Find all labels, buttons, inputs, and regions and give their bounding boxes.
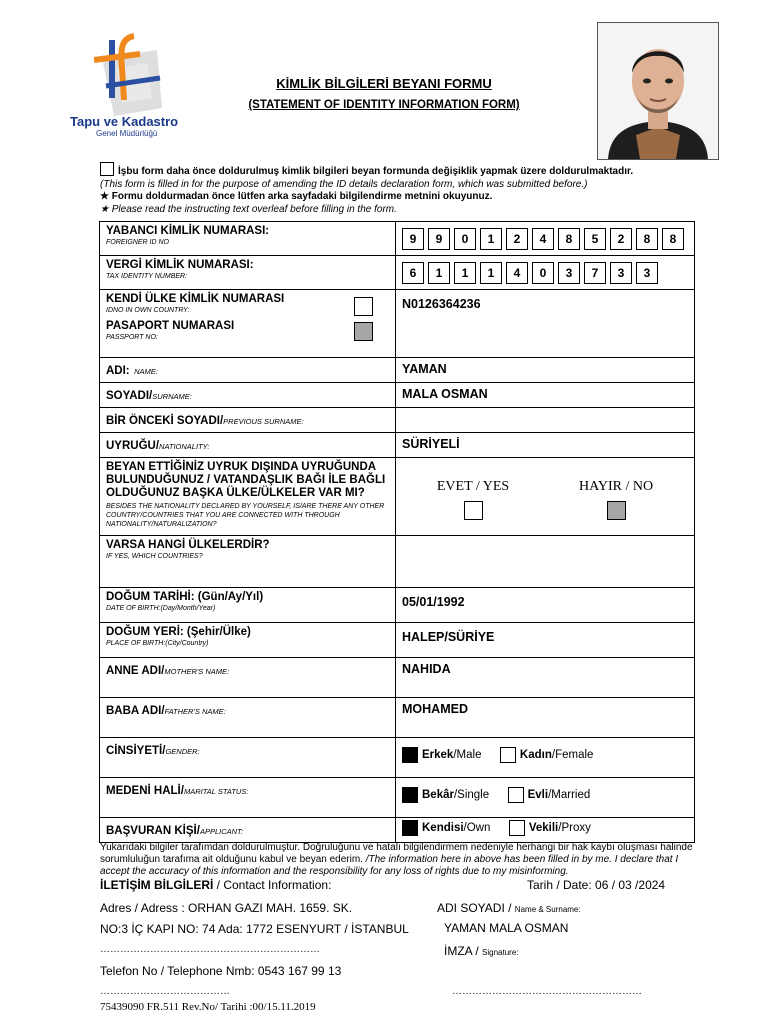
previous-surname-sublabel: PREVIOUS SURNAME:: [223, 417, 304, 426]
name-surname-value[interactable]: YAMAN MALA OSMAN: [444, 921, 569, 935]
intro-line-1: İşbu form daha önce doldurulmuş kimlik bilgileri beyan formunda değişiklik yapmak üzere doldurulmaktadır.: [118, 166, 634, 177]
signature-line[interactable]: …………………………………………………: [452, 986, 642, 997]
other-nationality-sublabel: BESIDES THE NATIONALITY DECLARED BY YOURSELF, IS/ARE THERE ANY OTHER COUNTRY/COUNTRIES THAT YOU ARE CONNECTED WITH THROUGH NATIONALITY/NATURALIZATION?: [106, 503, 385, 528]
digit-box: 3: [558, 262, 580, 284]
row-name: [100, 358, 695, 383]
passport-checkbox[interactable]: [354, 322, 373, 341]
nationality-sublabel: NATIONALITY:: [159, 442, 210, 451]
address-dots: …………………………………………………………: [100, 944, 320, 955]
other-nationality-label: BEYAN ETTİĞİNİZ UYRUK DIŞINDA UYRUĞUNDA BULUNDUĞUNUZ / VATANDAŞLIK BAĞI İLE BAĞLI OLDUĞUNUZ BAŞKA ÜLKE/ÜLKELER VAR MI?: [106, 461, 386, 499]
option-label: Kadın: [519, 749, 552, 761]
digit-box: 9: [402, 228, 424, 250]
checkbox-unchecked: [500, 747, 516, 763]
checkbox-checked: [402, 787, 418, 803]
tax-id-digits[interactable]: [402, 262, 688, 284]
no-checkbox[interactable]: [607, 501, 626, 520]
signature-label-text: İMZA /: [444, 944, 483, 958]
foreigner-id-sublabel: FOREIGNER ID NO: [106, 239, 170, 246]
option-label: Bekâr: [422, 789, 454, 801]
digit-box: 4: [532, 228, 554, 250]
option-label-en: /Proxy: [558, 821, 591, 834]
form-footer-code: 75439090 FR.511 Rev.No/ Tarihi :00/15.11.2019: [100, 1001, 316, 1013]
yes-option-label: EVET / YES: [436, 479, 510, 494]
declaration-en: /The information here in above has been filled in by me. I declare that I accept the accuracy of this information and the responsibility for any loss of rights due to my misinforming.: [100, 854, 679, 877]
tax-id-label: VERGİ KİMLİK NUMARASI:: [106, 259, 254, 271]
identity-form-table: [99, 221, 695, 843]
digit-box: 2: [506, 228, 528, 250]
applicant-label: BAŞVURAN KİŞİ/: [106, 825, 200, 837]
row-previous-surname: [100, 408, 695, 433]
digit-box: 1: [428, 262, 450, 284]
digit-box: 1: [454, 262, 476, 284]
date-field[interactable]: Tarih / Date: 06 / 03 /2024: [527, 878, 666, 892]
logo-name: Tapu ve Kadastro: [70, 114, 179, 129]
surname-label: SOYADI/: [106, 390, 153, 402]
amendment-checkbox[interactable]: [100, 162, 114, 176]
address-line-1[interactable]: Adres / Adress : ORHAN GAZI MAH. 1659. SK.: [100, 901, 353, 915]
nationality-value[interactable]: SÜRİYELİ: [402, 437, 460, 451]
digit-box: 4: [506, 262, 528, 284]
option-label-en: /Own: [463, 821, 491, 834]
dob-sublabel: DATE OF BIRTH:(Day/Month/Year): [106, 605, 216, 612]
gender-female-option[interactable]: [500, 747, 594, 763]
passport-label: PASAPORT NUMARASI: [106, 320, 235, 332]
row-gender: [100, 738, 695, 778]
signature-label: [444, 944, 518, 958]
marital-sublabel: MARITAL STATUS:: [183, 787, 249, 796]
row-dob: [100, 588, 695, 623]
gender-sublabel: GENDER:: [165, 747, 200, 756]
row-tax-id: [100, 256, 695, 290]
option-label: Vekili: [528, 821, 559, 834]
id-own-country-label: KENDİ ÜLKE KİMLİK NUMARASI: [106, 293, 285, 305]
intro-section: [100, 162, 633, 216]
row-which-countries: [100, 536, 695, 588]
marital-married-option[interactable]: [508, 787, 591, 803]
phone-field[interactable]: Telefon No / Telephone Nmb: 0543 167 99 13: [100, 964, 342, 978]
gender-label: CİNSİYETİ/: [106, 745, 166, 757]
applicant-own-option[interactable]: [402, 820, 490, 836]
digit-box: 3: [610, 262, 632, 284]
row-marital: [100, 778, 695, 818]
digit-box: 9: [428, 228, 450, 250]
foreigner-id-label: YABANCI KİMLİK NUMARASI:: [106, 225, 270, 237]
option-label-en: /Single: [453, 789, 490, 801]
digit-box: 7: [584, 262, 606, 284]
which-countries-label: VARSA HANGİ ÜLKELERDİR?: [106, 539, 270, 551]
father-value[interactable]: MOHAMED: [402, 702, 468, 716]
form-title: KİMLİK BİLGİLERİ BEYANI FORMU: [276, 76, 492, 91]
which-countries-sublabel: IF YES, WHICH COUNTRIES?: [106, 553, 203, 560]
footer-dots-left: …………………………………: [100, 986, 230, 997]
contact-heading: [100, 878, 331, 892]
id-own-country-value[interactable]: N0126364236: [402, 297, 481, 311]
row-other-nationality: [100, 458, 695, 536]
digit-box: 5: [584, 228, 606, 250]
option-label: Evli: [527, 789, 549, 801]
digit-box: 8: [636, 228, 658, 250]
surname-value[interactable]: MALA OSMAN: [402, 387, 488, 401]
row-applicant: [100, 818, 695, 843]
pob-label: DOĞUM YERİ: (Şehir/Ülke): [106, 626, 251, 638]
previous-surname-value[interactable]: [402, 411, 688, 415]
option-label-en: /Male: [453, 749, 482, 761]
row-foreigner-id: [100, 222, 695, 256]
form-subtitle: (STATEMENT OF IDENTITY INFORMATION FORM): [248, 99, 520, 111]
option-label: Erkek: [422, 749, 454, 761]
option-label-en: /Female: [551, 749, 594, 761]
contact-heading-bold: İLETİŞİM BİLGİLERİ: [100, 878, 214, 892]
declaration-text: [100, 842, 696, 878]
tax-id-sublabel: TAX IDENTITY NUMBER:: [106, 273, 188, 280]
name-label: ADI:: [106, 365, 130, 377]
applicant-photo: [597, 22, 719, 160]
marital-single-option[interactable]: [402, 787, 489, 803]
row-surname: [100, 383, 695, 408]
marital-label: MEDENİ HALİ/: [106, 785, 184, 797]
pob-sublabel: PLACE OF BIRTH:(City/Country): [106, 640, 209, 647]
row-mother: [100, 658, 695, 698]
gender-male-option[interactable]: [402, 747, 481, 763]
name-value[interactable]: YAMAN: [402, 362, 447, 376]
logo-subtitle: Genel Müdürlüğü: [96, 129, 158, 138]
name-surname-label-text: ADI SOYADI /: [437, 901, 515, 915]
digit-box: 0: [532, 262, 554, 284]
option-label-en: /Married: [548, 789, 591, 801]
row-nationality: [100, 433, 695, 458]
no-option-label: HAYIR / NO: [578, 479, 654, 494]
row-id-passport: [100, 290, 695, 358]
checkbox-unchecked: [509, 820, 525, 836]
dob-label: DOĞUM TARİHİ: (Gün/Ay/Yıl): [106, 591, 264, 603]
father-sublabel: FATHER'S NAME:: [164, 707, 226, 716]
intro-line-4: ★ Please read the instructing text overleaf before filling in the form.: [100, 203, 397, 215]
yes-checkbox[interactable]: [464, 501, 483, 520]
checkbox-checked: [402, 747, 418, 763]
digit-box: 3: [636, 262, 658, 284]
surname-sublabel: SURNAME:: [152, 392, 192, 401]
intro-line-2: (This form is filled in for the purpose of amending the ID details declaration form, which was submitted before.): [100, 178, 588, 190]
pob-value[interactable]: HALEP/SÜRİYE: [402, 630, 495, 644]
name-surname-label-small: Name & Surname:: [514, 905, 581, 914]
declaration-tr: Yukarıdaki bilgiler tarafımdan doldurulmuştur. Doğruluğunu ve hatalı bilgilendirmem nedeniyle herhangi bir hak kaybı oluşması halinde sorumluluğun tarafıma ait olduğunu kabul ve beyan ederim.: [100, 842, 693, 865]
applicant-sublabel: APPLICANT:: [199, 827, 244, 836]
signature-label-small: Signature:: [482, 948, 519, 957]
digit-box: 8: [558, 228, 580, 250]
contact-heading-en: / Contact Information:: [213, 878, 332, 892]
checkbox-checked: [402, 820, 418, 836]
row-pob: [100, 623, 695, 658]
mother-sublabel: MOTHER'S NAME:: [164, 667, 230, 676]
digit-box: 0: [454, 228, 476, 250]
row-father: [100, 698, 695, 738]
checkbox-unchecked: [508, 787, 524, 803]
name-sublabel: NAME:: [134, 367, 158, 376]
nationality-label: UYRUĞU/: [106, 440, 160, 452]
address-line-2[interactable]: NO:3 İÇ KAPI NO: 74 Ada: 1772 ESENYURT / İSTANBUL: [100, 922, 409, 936]
which-countries-value[interactable]: [402, 539, 688, 543]
digit-box: 1: [480, 228, 502, 250]
digit-box: 1: [480, 262, 502, 284]
father-label: BABA ADI/: [106, 705, 165, 717]
intro-line-3: ★ Formu doldurmadan önce lütfen arka sayfadaki bilgilendirme metnini okuyunuz.: [100, 191, 493, 202]
dob-value[interactable]: 05/01/1992: [402, 595, 465, 609]
digit-box: 6: [402, 262, 424, 284]
mother-label: ANNE ADI/: [106, 665, 165, 677]
previous-surname-label: BİR ÖNCEKİ SOYADI/: [106, 415, 224, 427]
id-own-country-sublabel: IDNO IN OWN COUNTRY:: [106, 307, 190, 314]
mother-value[interactable]: NAHIDA: [402, 662, 451, 676]
applicant-proxy-option[interactable]: [509, 820, 591, 836]
foreigner-id-digits[interactable]: [402, 228, 688, 250]
option-label: Kendisi: [422, 821, 464, 834]
digit-box: 2: [610, 228, 632, 250]
id-own-country-checkbox[interactable]: [354, 297, 373, 316]
name-surname-label: [437, 901, 581, 915]
digit-box: 8: [662, 228, 684, 250]
passport-sublabel: PASSPORT NO:: [106, 334, 158, 341]
